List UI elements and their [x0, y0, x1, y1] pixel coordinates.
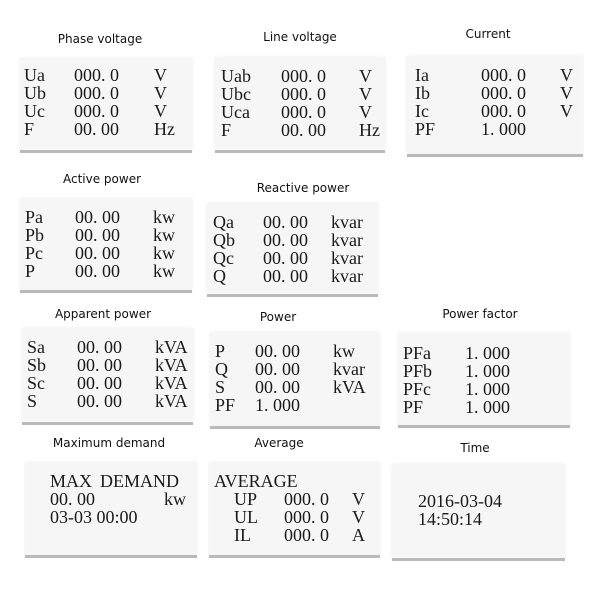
unit: V: [359, 66, 372, 86]
label: Ub: [24, 83, 46, 103]
max-demand-datetime: [50, 508, 190, 526]
value: 1. 000: [465, 343, 510, 363]
value: 000. 0: [481, 65, 526, 85]
apparent-power-row: [27, 338, 192, 356]
reactive-power-row: [213, 213, 378, 231]
label: Ib: [415, 83, 430, 103]
value: 00. 00: [77, 391, 122, 411]
label: Qb: [213, 230, 235, 250]
label: F: [221, 120, 232, 140]
value: 03-03 00:00: [50, 507, 138, 527]
reactive-power-title: Reactive power: [256, 181, 350, 195]
value: 00. 00: [255, 377, 300, 397]
label: Qc: [213, 248, 234, 268]
unit: kw: [153, 243, 175, 263]
average-header: [214, 472, 379, 490]
label: Uc: [24, 101, 45, 121]
power-row: [215, 378, 380, 396]
label: Uab: [221, 66, 251, 86]
active-power-panel: [20, 198, 192, 290]
value: 00. 00: [263, 212, 308, 232]
time-title: Time: [460, 441, 490, 455]
label: Sb: [27, 355, 47, 375]
apparent-power-title: Apparent power: [54, 307, 152, 321]
phase-voltage-title: Phase voltage: [57, 32, 143, 46]
value: 00. 00: [255, 341, 300, 361]
unit: kw: [153, 207, 175, 227]
unit: kVA: [155, 391, 188, 411]
reactive-power-row: [213, 267, 378, 285]
unit: A: [352, 525, 365, 545]
phase-voltage-row: [24, 102, 189, 120]
label: IL: [234, 525, 251, 545]
unit: kVA: [333, 377, 366, 397]
value: 00. 00: [255, 359, 300, 379]
label: Ubc: [221, 84, 251, 104]
unit: kvar: [331, 212, 363, 232]
value: 000. 0: [284, 507, 329, 527]
value: 1. 000: [255, 395, 300, 415]
average-panel: [209, 462, 380, 555]
label: AVERAGE: [214, 471, 298, 491]
current-row: [415, 66, 580, 84]
average-row: [214, 490, 379, 508]
unit: kvar: [333, 359, 365, 379]
max-demand-header: [50, 472, 190, 490]
label: S: [27, 391, 38, 411]
label: UL: [234, 507, 258, 527]
value: 1. 000: [481, 119, 526, 139]
label: PF: [215, 395, 236, 415]
unit: kvar: [331, 230, 363, 250]
apparent-power-row: [27, 374, 192, 392]
line-voltage-title: Line voltage: [263, 30, 337, 44]
label: Ic: [415, 101, 429, 121]
value: 000. 0: [281, 102, 326, 122]
reactive-power-panel: [207, 203, 378, 294]
value: 000. 0: [74, 65, 119, 85]
apparent-power-row: [27, 392, 192, 410]
reactive-power-row: [213, 231, 378, 249]
label: PFb: [403, 361, 433, 381]
label: Ua: [24, 65, 45, 85]
active-power-row: [25, 226, 190, 244]
reactive-power-row: [213, 249, 378, 267]
line-voltage-row: [221, 121, 386, 139]
value: 00. 00: [75, 225, 120, 245]
unit: kVA: [155, 373, 188, 393]
unit: kw: [333, 341, 355, 361]
apparent-power-row: [27, 356, 192, 374]
value: 00. 00: [263, 230, 308, 250]
unit: kw: [164, 489, 186, 509]
power-factor-panel: [398, 333, 570, 425]
label: PF: [415, 119, 436, 139]
unit: V: [359, 102, 372, 122]
label: Pc: [25, 243, 43, 263]
current-row: [415, 102, 580, 120]
line-voltage-row: [221, 67, 386, 85]
power-factor-row: [403, 344, 568, 362]
label: MAX: [50, 471, 93, 491]
power-factor-title: Power factor: [442, 307, 518, 321]
value: 00. 00: [281, 120, 326, 140]
value: 00. 00: [263, 266, 308, 286]
unit: V: [359, 84, 372, 104]
time-clock: 14:50:14: [418, 509, 483, 529]
unit: kVA: [155, 337, 188, 357]
label: P: [215, 341, 226, 361]
power-title: Power: [259, 310, 297, 324]
current-row: [415, 84, 580, 102]
unit: kvar: [331, 266, 363, 286]
value: 00. 00: [77, 355, 122, 375]
unit: Hz: [154, 119, 175, 139]
value: 1. 000: [465, 361, 510, 381]
power-panel: [210, 332, 380, 426]
label: PF: [403, 397, 424, 417]
label: PFc: [403, 379, 432, 399]
value: 000. 0: [481, 83, 526, 103]
maximum-demand-panel: [25, 462, 197, 555]
value: 000. 0: [281, 84, 326, 104]
value: 000. 0: [284, 525, 329, 545]
unit: V: [560, 101, 573, 121]
label: UP: [234, 489, 258, 509]
value: 00. 00: [77, 337, 122, 357]
unit: kVA: [155, 355, 188, 375]
value: 00. 00: [77, 373, 122, 393]
power-factor-row: [403, 398, 568, 416]
power-factor-row: [403, 362, 568, 380]
unit: V: [352, 489, 365, 509]
phase-voltage-row: [24, 84, 189, 102]
label: Ia: [415, 65, 429, 85]
current-row: [415, 120, 580, 138]
unit: V: [154, 101, 167, 121]
value: 00. 00: [75, 261, 120, 281]
value: 1. 000: [465, 379, 510, 399]
unit: kvar: [331, 248, 363, 268]
label: Q: [215, 359, 228, 379]
power-factor-row: [403, 380, 568, 398]
unit: V: [560, 65, 573, 85]
label: Q: [213, 266, 226, 286]
label: S: [215, 377, 226, 397]
apparent-power-panel: [22, 328, 193, 422]
average-row: [214, 526, 379, 544]
label: P: [25, 261, 36, 281]
value: 00. 00: [75, 243, 120, 263]
unit: kw: [153, 261, 175, 281]
value: 00. 00: [74, 119, 119, 139]
power-row: [215, 360, 380, 378]
phase-voltage-row: [24, 66, 189, 84]
average-row: [214, 508, 379, 526]
line-voltage-row: [221, 85, 386, 103]
time-date: 2016-03-04: [418, 491, 502, 511]
power-row: [215, 396, 380, 414]
unit: kw: [153, 225, 175, 245]
current-panel: [407, 56, 583, 154]
unit: Hz: [359, 120, 380, 140]
label: Qa: [213, 212, 234, 232]
current-title: Current: [465, 27, 511, 41]
label: F: [24, 119, 35, 139]
label: Pa: [25, 207, 43, 227]
value: 00. 00: [263, 248, 308, 268]
unit: V: [560, 83, 573, 103]
active-power-row: [25, 208, 190, 226]
phase-voltage-panel: [20, 58, 192, 150]
value: 000. 0: [74, 83, 119, 103]
active-power-row: [25, 244, 190, 262]
value: 00. 00: [50, 489, 95, 509]
label: Sc: [27, 373, 45, 393]
maximum-demand-title: Maximum demand: [52, 436, 166, 450]
unit: V: [154, 83, 167, 103]
label: Pb: [25, 225, 45, 245]
value: 1. 000: [465, 397, 510, 417]
value: 000. 0: [284, 489, 329, 509]
line-voltage-panel: [215, 57, 385, 150]
unit: V: [352, 507, 365, 527]
value: 000. 0: [281, 66, 326, 86]
unit: V: [154, 65, 167, 85]
line-voltage-row: [221, 103, 386, 121]
value: 000. 0: [74, 101, 119, 121]
time-panel: [392, 464, 565, 558]
label: PFa: [403, 343, 432, 363]
power-row: [215, 342, 380, 360]
phase-voltage-row: [24, 120, 189, 138]
value: 000. 0: [481, 101, 526, 121]
active-power-title: Active power: [62, 172, 142, 186]
label: DEMAND: [100, 471, 179, 491]
active-power-row: [25, 262, 190, 280]
value: 00. 00: [75, 207, 120, 227]
label: Sa: [27, 337, 45, 357]
label: Uca: [221, 102, 250, 122]
max-demand-value-row: [50, 490, 190, 508]
average-title: Average: [254, 436, 304, 450]
